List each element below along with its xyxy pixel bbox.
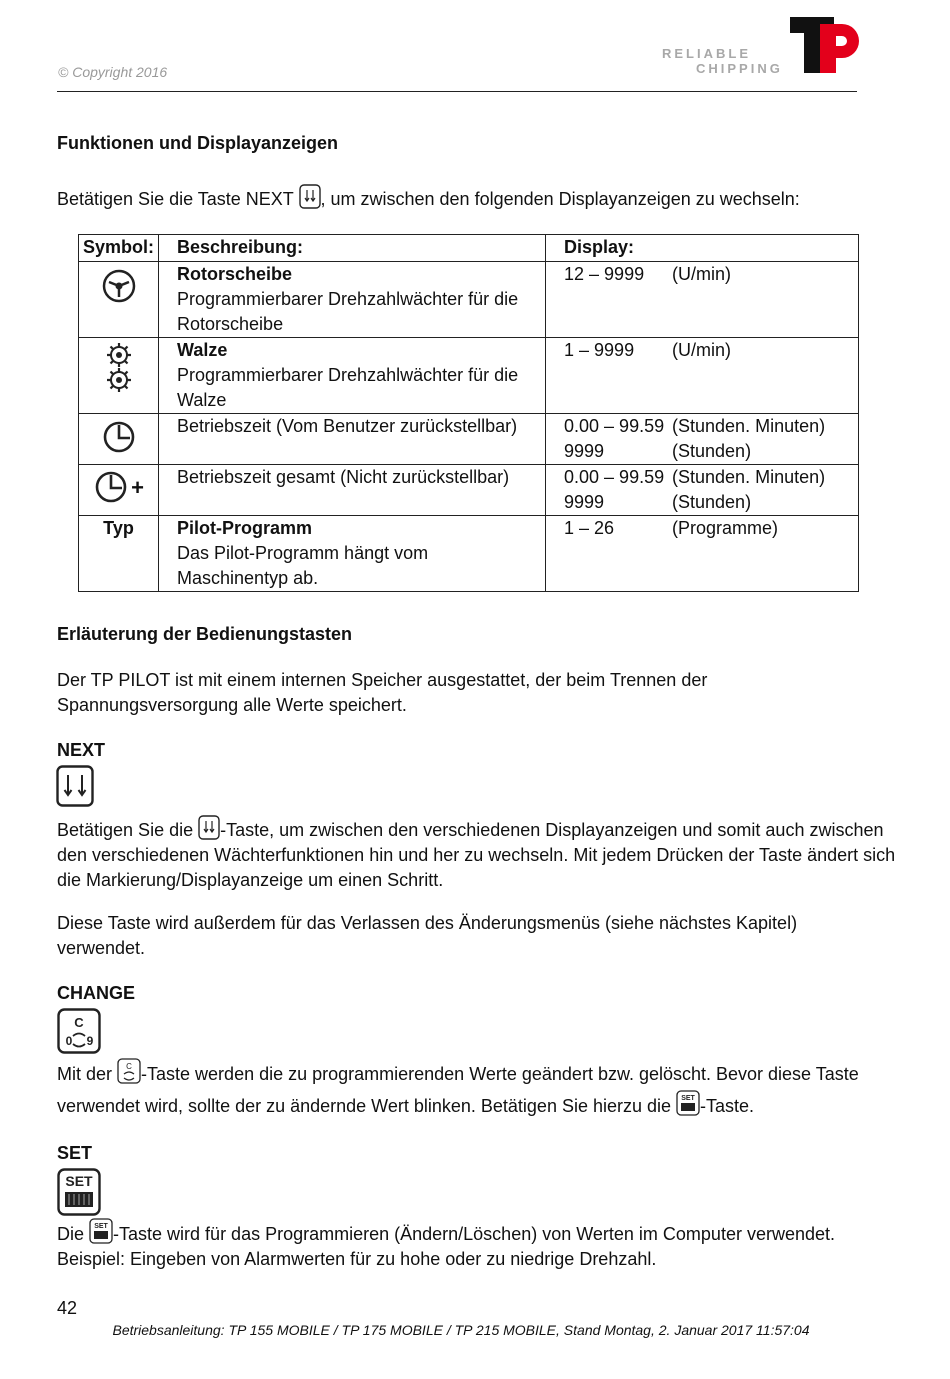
next-text-before: Betätigen Sie die <box>57 820 194 840</box>
next-key-inline-icon <box>198 815 220 840</box>
section-title-functions: Funktionen und Displayanzeigen <box>57 133 339 153</box>
display-cell <box>546 414 859 465</box>
brand-tagline <box>662 46 783 76</box>
footer-text: Betriebsanleitung: TP 155 MOBILE / TP 175 MOBILE / TP 215 MOBILE, Stand Montag, 2. Januar 2017 11:57:04 <box>112 1322 810 1338</box>
change-heading: CHANGE <box>57 983 136 1003</box>
description-cell <box>159 465 546 516</box>
intro-text-after: , um zwischen den folgenden Displayanzeigen zu wechseln: <box>320 189 800 209</box>
description-cell <box>159 414 546 465</box>
display-range: 1 – 26 <box>564 518 615 538</box>
symbol-cell <box>79 338 159 414</box>
row-title: Pilot-Programm <box>177 518 313 538</box>
description-cell <box>159 262 546 338</box>
intro-paragraph <box>57 184 800 212</box>
table-row <box>79 338 859 414</box>
set-text-before: Die <box>57 1224 85 1244</box>
display-unit: (Stunden) <box>672 441 752 461</box>
display-unit: (Stunden) <box>672 492 752 512</box>
row-text: Programmierbarer Drehzahlwächter für die Walze <box>177 365 519 410</box>
change-key-c-label: C <box>74 1015 84 1030</box>
change-key-0-label: 0 <box>65 1034 73 1048</box>
display-range: 9999 <box>564 441 605 461</box>
display-unit: (U/min) <box>672 340 732 360</box>
display-cell <box>546 465 859 516</box>
display-range: 9999 <box>564 492 605 512</box>
display-range: 0.00 – 99.59 <box>564 416 665 436</box>
description-cell <box>159 338 546 414</box>
table-row <box>79 414 859 465</box>
next-paragraph-2: Diese Taste wird außerdem für das Verlassen des Änderungsmenüs (siehe nächstes Kapitel) verwendet. <box>57 913 798 958</box>
set-inline-label: SET <box>681 1095 695 1102</box>
set-paragraph <box>57 1218 897 1272</box>
symbol-cell <box>79 465 159 516</box>
next-heading: NEXT <box>57 740 106 760</box>
next-text-after: -Taste, um zwischen den verschiedenen Displayanzeigen und somit auch zwischen den verschiedenen Wächterfunktionen hin und her zu wechseln. Mit jedem Drücken der Taste ändert sich die Markierung/Displayanzeige um einen Schritt. <box>57 820 896 890</box>
header-divider <box>57 91 857 92</box>
section-title-keys: Erläuterung der Bedienungstasten <box>57 624 353 644</box>
display-range: 1 – 9999 <box>564 340 635 360</box>
row-text: Programmierbarer Drehzahlwächter für die Rotorscheibe <box>177 289 519 334</box>
change-key-large-icon <box>57 1008 101 1054</box>
change-text-after: -Taste. <box>700 1096 755 1116</box>
brand-line-2: CHIPPING <box>696 61 783 76</box>
next-key-icon <box>299 184 321 209</box>
display-cell <box>546 516 859 592</box>
copyright-notice: © Copyright 2016 <box>58 64 168 80</box>
display-range: 12 – 9999 <box>564 264 645 284</box>
set-inline-label-2: SET <box>94 1223 108 1230</box>
header-symbol: Symbol: <box>79 235 159 262</box>
tp-logo <box>790 14 862 76</box>
set-key-inline-icon <box>676 1090 700 1116</box>
next-key-large-icon <box>56 765 94 807</box>
row-text: Das Pilot-Programm hängt vom Maschinentyp ab. <box>177 543 429 588</box>
symbol-text-cell: Typ <box>79 516 159 592</box>
clock-icon <box>101 419 137 455</box>
next-paragraph-1 <box>57 815 897 893</box>
set-heading: SET <box>57 1143 93 1163</box>
display-range: 0.00 – 99.59 <box>564 467 665 487</box>
row-text: Betriebszeit gesamt (Nicht zurückstellbar) <box>177 467 510 487</box>
table-row <box>79 516 859 592</box>
plus-sign: + <box>131 474 144 500</box>
change-key-9-label: 9 <box>86 1034 94 1048</box>
brand-line-1: RELIABLE <box>662 46 751 61</box>
change-text-mid: -Taste werden die zu programmierenden Werte geändert bzw. gelöscht. Bevor diese Taste verwendet wird, sollte der zu ändernde Wert blinken. Betätigen Sie hierzu die <box>57 1064 859 1116</box>
row-title: Walze <box>177 340 228 360</box>
set-key-label: SET <box>65 1173 93 1189</box>
row-title: Rotorscheibe <box>177 264 293 284</box>
display-unit: (Stunden. Minuten) <box>672 467 826 487</box>
header-display: Display: <box>546 235 859 262</box>
set-key-inline-icon <box>89 1218 113 1244</box>
page-number: 42 <box>57 1298 78 1318</box>
symbol-cell <box>79 262 159 338</box>
functions-table <box>78 234 859 592</box>
table-row <box>79 465 859 516</box>
intro-text-before: Betätigen Sie die Taste NEXT <box>57 189 294 209</box>
display-unit: (Stunden. Minuten) <box>672 416 826 436</box>
table-row <box>79 262 859 338</box>
change-inline-c-label: C <box>126 1062 132 1071</box>
change-key-inline-icon <box>117 1058 141 1084</box>
memory-paragraph: Der TP PILOT ist mit einem internen Speicher ausgestattet, der beim Trennen der Spannungsversorgung alle Werte speichert. <box>57 670 708 715</box>
display-unit: (U/min) <box>672 264 732 284</box>
display-unit: (Programme) <box>672 518 779 538</box>
symbol-cell <box>79 414 159 465</box>
description-cell <box>159 516 546 592</box>
set-text-after: -Taste wird für das Programmieren (Ändern/Löschen) von Werten im Computer verwendet. Beispiel: Eingeben von Alarmwerten für zu hohe oder zu niedrige Drehzahl. <box>57 1224 835 1269</box>
change-text-before: Mit der <box>57 1064 113 1084</box>
display-cell <box>546 338 859 414</box>
roller-gears-icon <box>104 341 134 395</box>
change-paragraph <box>57 1058 887 1122</box>
header-description: Beschreibung: <box>159 235 546 262</box>
rotor-disc-icon <box>99 266 139 306</box>
row-text: Betriebszeit (Vom Benutzer zurückstellbar) <box>177 416 518 436</box>
display-cell <box>546 262 859 338</box>
set-key-large-icon <box>57 1168 101 1216</box>
clock-plus-icon <box>93 469 129 505</box>
table-header-row <box>79 235 859 262</box>
